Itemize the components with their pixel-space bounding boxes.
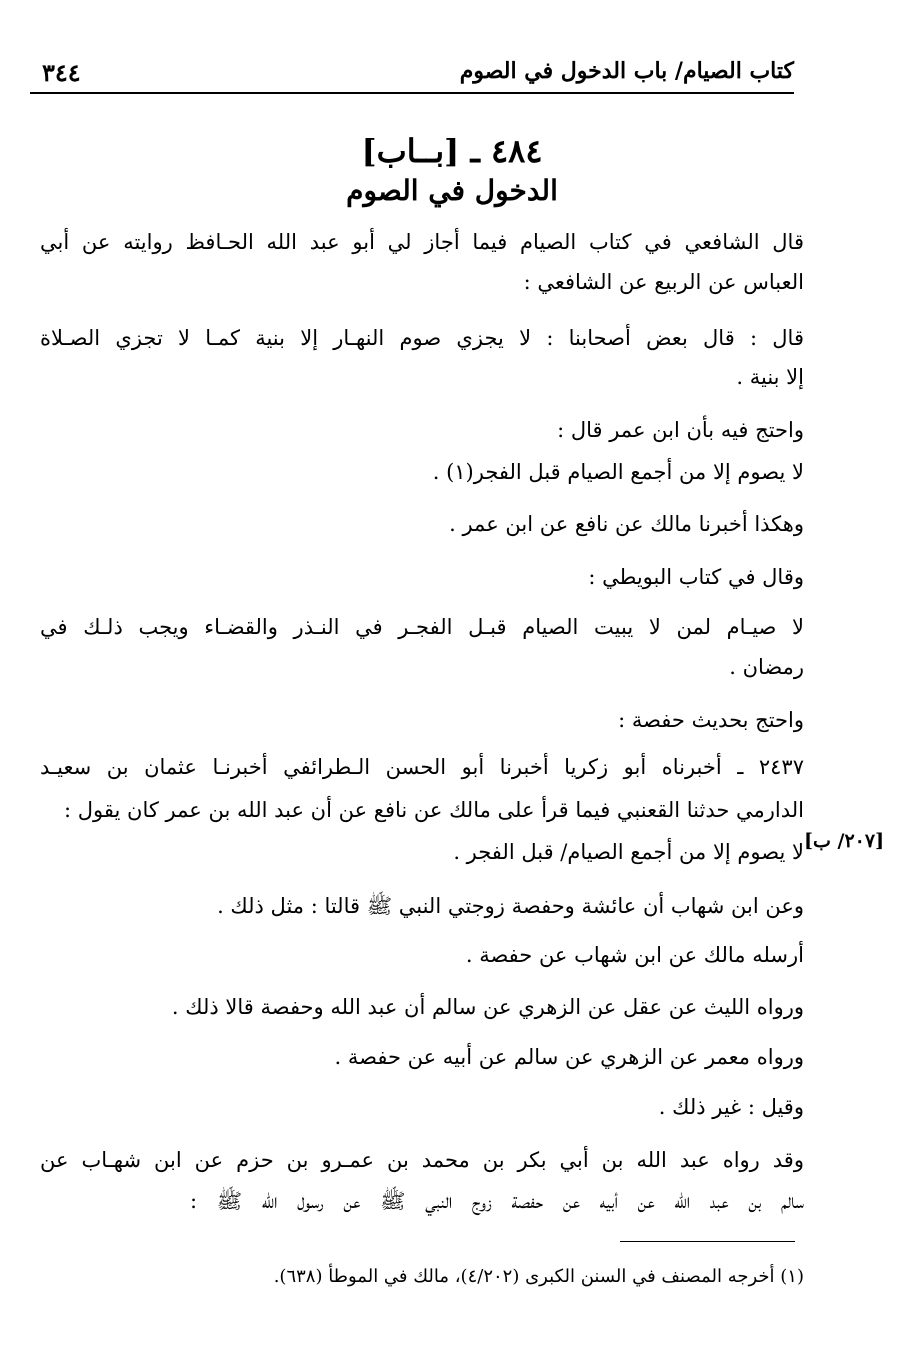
body-line: إلا بنية . xyxy=(736,365,804,389)
body-line: قال : قال بعض أصحابنا : لا يجزي صوم النهـار إلا بنية كمـا لا تجزي الصـلاة xyxy=(40,326,804,350)
body-line: واحتج بحديث حفصة : xyxy=(618,708,804,732)
body-line: وقيل : غير ذلك . xyxy=(658,1095,804,1119)
body-line: وقد رواه عبد الله بن أبي بكر بن محمد بن عمـرو بن حزم عن ابن شهـاب عن xyxy=(40,1148,804,1172)
page-number: ٣٤٤ xyxy=(42,58,81,87)
body-line: ٢٤٣٧ ـ أخبرناه أبو زكريا أخبرنا أبو الحسن الـطرائفي أخبرنـا عثمان بن سعيـد xyxy=(40,755,804,779)
manuscript-folio-note: [٢٠٧/ ب] xyxy=(804,830,885,852)
chapter-title: الدخول في الصوم xyxy=(346,174,558,207)
body-line: لا يصوم إلا من أجمع الصيام قبل الفجر(١) . xyxy=(432,460,804,484)
body-line: لا يصوم إلا من أجمع الصيام/ قبل الفجر . xyxy=(453,840,804,864)
body-line: واحتج فيه بأن ابن عمر قال : xyxy=(557,418,804,442)
body-line: العباس عن الربيع عن الشافعي : xyxy=(523,270,804,294)
body-line: رمضان . xyxy=(729,655,804,679)
footnote: (١) أخرجه المصنف في السنن الكبرى (٤/٢٠٢)، مالك في الموطأ (٦٣٨). xyxy=(273,1266,804,1287)
body-line: ورواه الليث عن عقل عن الزهري عن سالم أن عبد الله وحفصة قالا ذلك . xyxy=(171,995,804,1019)
running-title: كتاب الصيام/ باب الدخول في الصوم xyxy=(459,58,794,84)
footnote-separator xyxy=(620,1241,795,1242)
body-line: لا صيـام لمن لا يبيت الصيام قبـل الفجـر في النـذر والقضـاء ويجب ذلـك في xyxy=(40,615,804,639)
body-line: أرسله مالك عن ابن شهاب عن حفصة . xyxy=(465,943,804,967)
body-line: وهكذا أخبرنا مالك عن نافع عن ابن عمر . xyxy=(449,512,804,536)
body-line: الدارمي حدثنا القعنبي فيما قرأ على مالك عن نافع عن أن عبد الله بن عمر كان يقول : xyxy=(64,798,804,822)
body-line: ورواه معمر عن الزهري عن سالم عن أبيه عن حفصة . xyxy=(334,1045,804,1069)
body-line: سالم بن عبد الله عن أبيه عن حفصة زوج النبي ﷺ عن رسول الله ﷺ : xyxy=(190,1189,804,1213)
body-line: وعن ابن شهاب أن عائشة وحفصة زوجتي النبي ﷺ قالتا : مثل ذلك . xyxy=(217,894,804,918)
page-header xyxy=(30,58,794,94)
body-line: وقال في كتاب البويطي : xyxy=(588,565,804,589)
chapter-number: ٤٨٤ ـ [بــاب] xyxy=(361,132,543,170)
body-line: قال الشافعي في كتاب الصيام فيما أجاز لي أبو عبد الله الحـافظ روايته عن أبي xyxy=(40,230,804,254)
